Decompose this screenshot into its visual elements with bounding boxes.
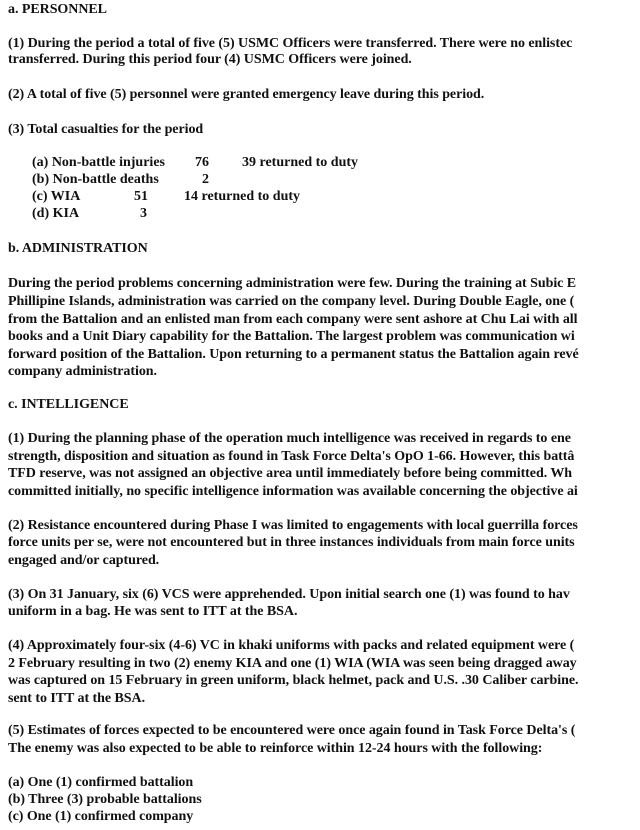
intelligence-p1-line-2: strength, disposition and situation as found in Task Force Delta's OpO 1-66. However, this battâ: [8, 449, 575, 464]
personnel-p1-line-1: (1) During the period a total of five (5) USMC Officers were transferred. There were no enlistec: [8, 36, 573, 51]
section-heading-intelligence: c. INTELLIGENCE: [8, 397, 129, 412]
administration-line-4: books and a Unit Diary capability for the Battalion. The largest problem was communication wi: [8, 329, 575, 344]
casualty-label: (c) WIA: [32, 189, 81, 204]
administration-line-5: forward position of the Battalion. Upon returning to a permanent status the Battalion again revé: [8, 347, 579, 362]
casualty-label: (a) Non-battle injuries: [32, 155, 165, 170]
casualty-count: 3: [140, 206, 147, 221]
intelligence-p4-line-2: 2 February resulting in two (2) enemy KIA and one (1) WIA (WIA was seen being dragged away: [8, 656, 577, 671]
intelligence-p1-line-3: TFD reserve, was not assigned an objective area until immediately before being committed. Wh: [8, 466, 573, 481]
casualty-count: 2: [202, 172, 209, 187]
administration-line-3: from the Battalion and an enlisted man from each company were sent ashore at Chu Lai with all: [8, 312, 578, 327]
intelligence-p3-line-1: (3) On 31 January, six (6) VCS were apprehended. Upon initial search one (1) was found to hav: [8, 587, 570, 602]
intelligence-p2-line-2: force units per se, were not encountered but in three instances individuals from main force units: [8, 535, 575, 550]
section-heading-personnel: a. PERSONNEL: [8, 2, 107, 17]
intelligence-p2-line-1: (2) Resistance encountered during Phase I was limited to engagements with local guerrilla forces: [8, 518, 578, 533]
forces-item: (a) One (1) confirmed battalion: [8, 775, 194, 790]
casualty-note: 14 returned to duty: [184, 189, 301, 204]
intelligence-p4-line-4: sent to ITT at the BSA.: [8, 691, 146, 706]
casualty-count: 76: [195, 155, 209, 170]
casualty-label: (d) KIA: [32, 206, 80, 221]
intelligence-p4-line-3: was captured on 15 February in green uniform, black helmet, pack and U.S. .30 Caliber carbine.: [8, 673, 579, 688]
forces-item: (b) Three (3) probable battalions: [8, 792, 202, 807]
intelligence-p1-line-4: committed initially, no specific intelligence information was available concerning the objective ai: [8, 484, 578, 499]
intelligence-p4-line-1: (4) Approximately four-six (4-6) VC in khaki uniforms with packs and related equipment were (: [8, 638, 575, 653]
personnel-p1-line-2: transferred. During this period four (4) USMC Officers were joined.: [8, 52, 412, 67]
casualty-note: 39 returned to duty: [242, 155, 359, 170]
personnel-p2: (2) A total of five (5) personnel were granted emergency leave during this period.: [8, 87, 485, 102]
intelligence-p2-line-3: engaged and/or captured.: [8, 553, 160, 568]
administration-line-1: During the period problems concerning administration were few. During the training at Subic E: [8, 276, 577, 291]
casualty-label: (b) Non-battle deaths: [32, 172, 159, 187]
intelligence-p5-line-2: The enemy was also expected to be able to reinforce within 12-24 hours with the following:: [8, 741, 543, 756]
intelligence-p5-line-1: (5) Estimates of forces expected to be encountered were once again found in Task Force Delta's (: [8, 723, 576, 738]
intelligence-p1-line-1: (1) During the planning phase of the operation much intelligence was received in regards to ene: [8, 431, 571, 446]
casualty-count: 51: [134, 189, 148, 204]
intelligence-p3-line-2: uniform in a bag. He was sent to ITT at the BSA.: [8, 604, 298, 619]
administration-line-6: company administration.: [8, 364, 157, 379]
personnel-p3: (3) Total casualties for the period: [8, 122, 204, 137]
administration-line-2: Phillipine Islands, administration was carried on the company level. During Double Eagle, one (: [8, 294, 575, 309]
forces-item: (c) One (1) confirmed company: [8, 809, 194, 824]
section-heading-administration: b. ADMINISTRATION: [8, 241, 148, 256]
